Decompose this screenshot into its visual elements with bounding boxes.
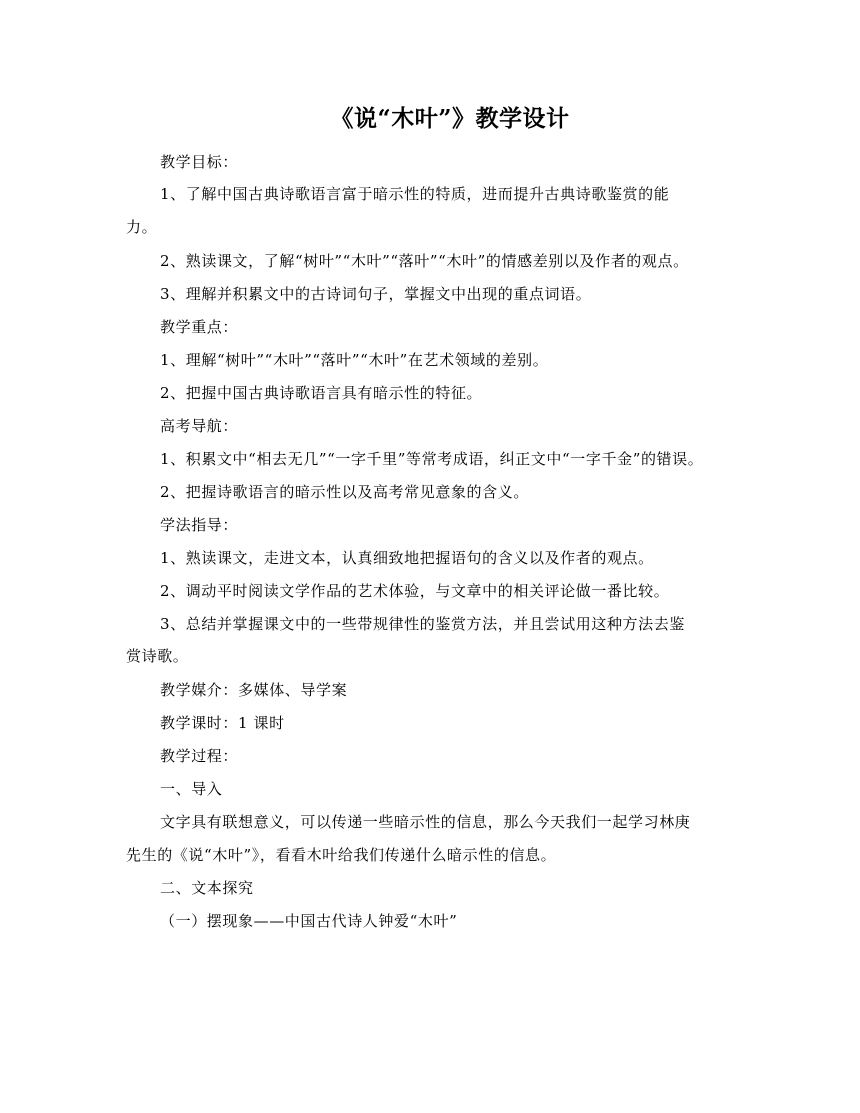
goal-item-1-continued: 力。 <box>126 218 158 236</box>
method-item-3: 3、总结并掌握课文中的一些带规律性的鉴赏方法，并且尝试用这种方法去鉴 <box>160 615 685 633</box>
teaching-hours: 教学课时：1 课时 <box>160 714 285 732</box>
exam-item-1: 1、积累文中“相去无几”“一字千里”等常考成语，纠正文中“一字千金”的错误。 <box>160 450 704 468</box>
document-title: 《说“木叶”》教学设计 <box>330 105 570 132</box>
heading-exam-guide: 高考导航： <box>160 417 239 435</box>
focus-item-2: 2、把握中国古典诗歌语言具有暗示性的特征。 <box>160 384 483 402</box>
method-item-2: 2、调动平时阅读文学作品的艺术体验，与文章中的相关评论做一番比较。 <box>160 582 670 600</box>
introduction-paragraph: 文字具有联想意义，可以传递一些暗示性的信息，那么今天我们一起学习林庚 <box>160 813 691 831</box>
section-text-exploration: 二、文本探究 <box>160 879 254 897</box>
heading-teaching-goals: 教学目标： <box>160 153 239 171</box>
subsection-phenomenon: （一）摆现象——中国古代诗人钟爱“木叶” <box>160 912 458 930</box>
heading-teaching-process: 教学过程： <box>160 747 239 765</box>
goal-item-1: 1、了解中国古典诗歌语言富于暗示性的特质，进而提升古典诗歌鉴赏的能 <box>160 185 670 203</box>
introduction-paragraph-continued: 先生的《说“木叶”》，看看木叶给我们传递什么暗示性的信息。 <box>126 846 557 864</box>
focus-item-1: 1、理解“树叶”“木叶”“落叶”“木叶”在艺术领域的差别。 <box>160 351 549 369</box>
goal-item-3: 3、理解并积累文中的古诗词句子，掌握文中出现的重点词语。 <box>160 285 592 303</box>
section-introduction: 一、导入 <box>160 780 223 798</box>
method-item-3-continued: 赏诗歌。 <box>126 647 189 665</box>
exam-item-2: 2、把握诗歌语言的暗示性以及高考常见意象的含义。 <box>160 483 529 501</box>
heading-teaching-focus: 教学重点： <box>160 318 239 336</box>
teaching-media: 教学媒介：多媒体、导学案 <box>160 681 348 699</box>
heading-study-method: 学法指导： <box>160 516 239 534</box>
goal-item-2: 2、熟读课文，了解“树叶”“木叶”“落叶”“木叶”的情感差别以及作者的观点。 <box>160 252 689 270</box>
method-item-1: 1、熟读课文，走进文本，认真细致地把握语句的含义以及作者的观点。 <box>160 549 654 567</box>
